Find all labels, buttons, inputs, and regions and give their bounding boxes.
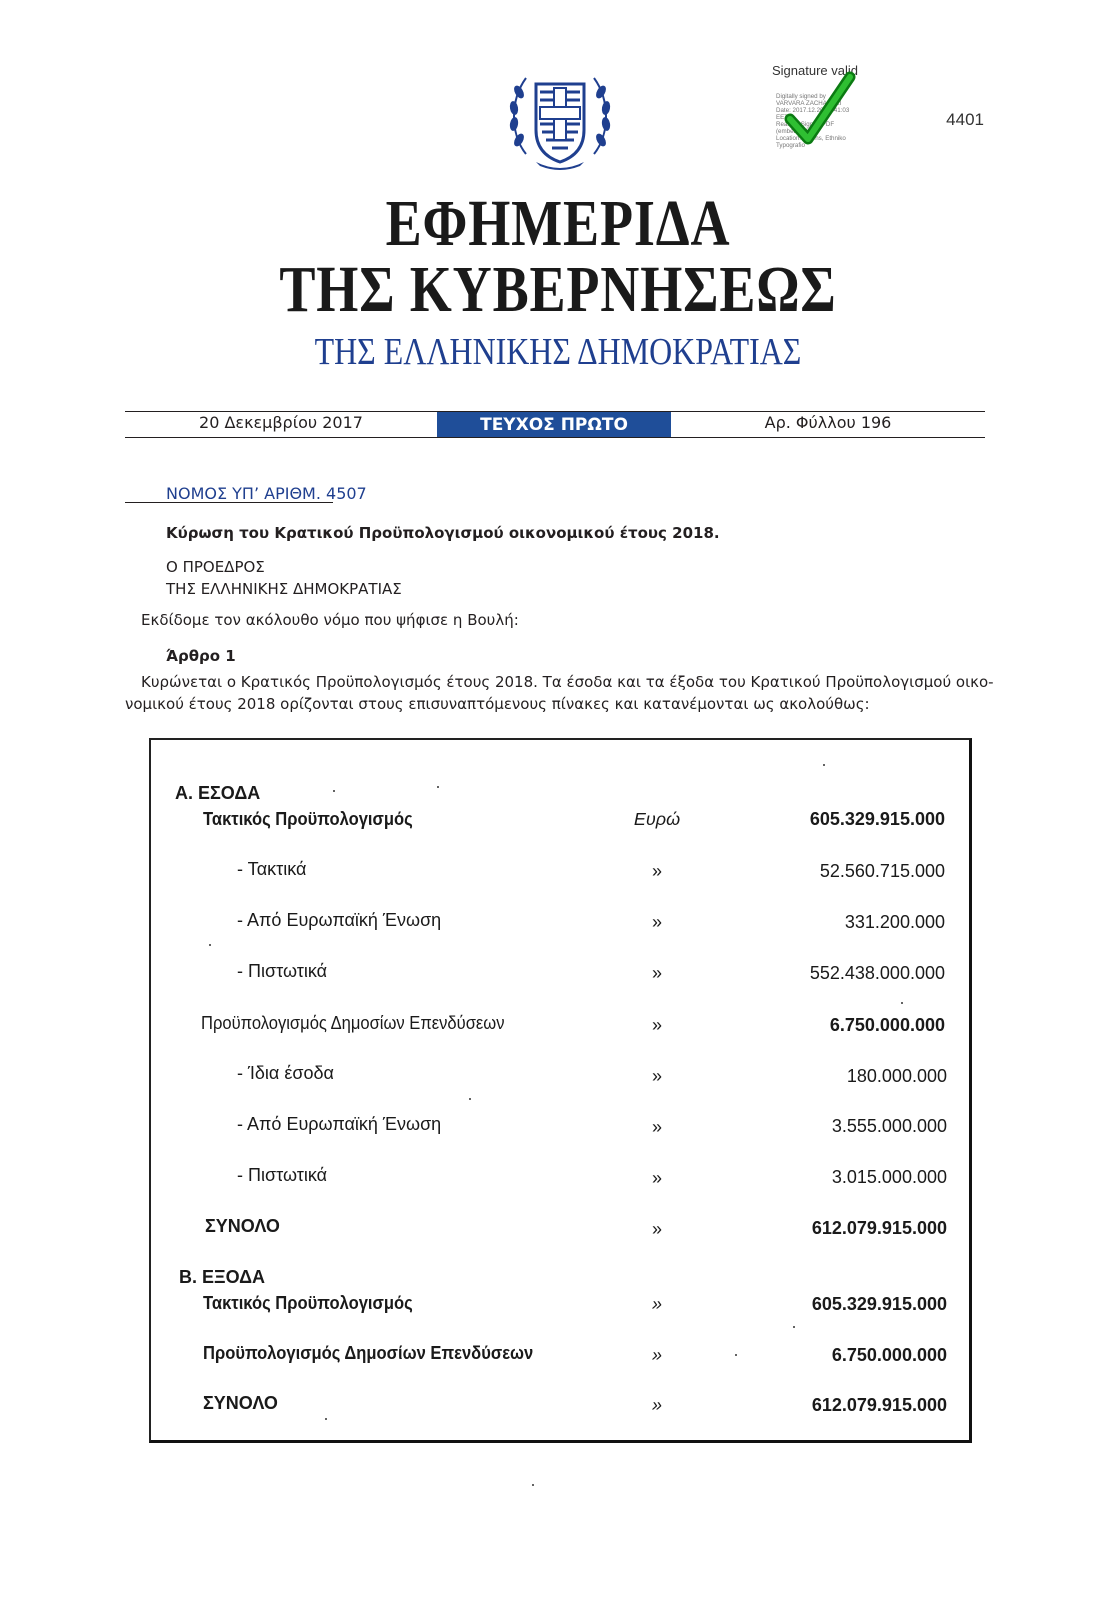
scan-speck [325, 1418, 327, 1420]
signature-status: Signature valid [772, 63, 858, 78]
signature-line: Location: Athens, Ethniko [776, 135, 846, 142]
table-total-value: 612.079.915.000 [811, 1395, 947, 1415]
law-title: ΝΟΜΟΣ ΥΠ’ ΑΡΙΘΜ. 4507 [166, 484, 367, 503]
signature-line: Typografio [776, 142, 805, 149]
president-line-1: Ο ΠΡΟΕΔΡΟΣ [166, 558, 265, 576]
table-row-unit: » [651, 1395, 662, 1415]
signature-line: Reason: Signed PDF [776, 121, 835, 128]
scan-speck [333, 790, 335, 792]
masthead-line-2: ΤΗΣ ΚΥΒΕΡΝΗΣΕΩΣ [279, 253, 837, 326]
table-row-label: Τακτικός Προϋπολογισμός [203, 809, 413, 829]
article-paragraph-line-1: Κυρώνεται ο Κρατικός Προϋπολογισμός έτους 2018. Τα έσοδα και τα έξοδα του Κρατικού Προϋπολογισμού οικο- [141, 673, 994, 691]
table-row-label: Προϋπολογισμός Δημοσίων Επενδύσεων [201, 1013, 505, 1033]
law-title-rule [125, 502, 333, 503]
table-row-value: 180.000.000 [846, 1066, 947, 1086]
signature-line: Digitally signed by [776, 93, 826, 100]
table-row-label: - Από Ευρωπαϊκή Ένωση [237, 910, 442, 930]
signature-line: Date: 2017.12.20 14:41:03 [776, 107, 850, 114]
scan-speck [901, 1002, 903, 1004]
table-row-value: 6.750.000.000 [829, 1015, 945, 1035]
scan-speck [437, 786, 439, 788]
issuance-statement: Εκδίδομε τον ακόλουθο νόμο που ψήφισε η Βουλή: [141, 611, 519, 629]
table-row-value: 605.329.915.000 [811, 1294, 947, 1314]
table-total-label: ΣΥΝΟΛΟ [203, 1393, 278, 1413]
masthead-line-3: ΤΗΣ ΕΛΛΗΝΙΚΗΣ ΔΗΜΟΚΡΑΤΙΑΣ [314, 331, 802, 373]
scan-speck [793, 1326, 795, 1328]
scan-speck [735, 1354, 737, 1356]
table-row-value: 552.438.000.000 [809, 963, 945, 983]
table-section-label: Α. ΕΣΟΔΑ [175, 783, 261, 803]
issue-bar-bottom-rule [125, 437, 985, 438]
table-row-label: - Ίδια έσοδα [237, 1063, 334, 1083]
table-row-label: - Πιστωτικά [237, 961, 328, 981]
table-row-value: 6.750.000.000 [831, 1345, 947, 1365]
table-row-value: 605.329.915.000 [809, 809, 945, 829]
table-row-unit: » [651, 1015, 662, 1035]
law-subject: Κύρωση του Κρατικού Προϋπολογισμού οικονομικού έτους 2018. [166, 524, 720, 542]
table-row-label: - Πιστωτικά [237, 1165, 328, 1185]
table-row-unit: » [651, 1345, 662, 1365]
table-row-unit: » [651, 861, 662, 881]
table-section-label: Β. ΕΞΟΔΑ [179, 1267, 266, 1287]
issue-series: ΤΕΥΧΟΣ ΠΡΩΤΟ [437, 412, 671, 437]
table-row-value: 52.560.715.000 [819, 861, 945, 881]
table-row-value: 331.200.000 [844, 912, 945, 932]
scan-speck [209, 944, 211, 946]
table-row-label: Προϋπολογισμός Δημοσίων Επενδύσεων [203, 1343, 534, 1363]
issue-date: 20 Δεκεμβρίου 2017 [199, 413, 363, 432]
table-row-unit: » [651, 1168, 662, 1188]
checkmark-icon [784, 69, 856, 155]
table-row-label: - Από Ευρωπαϊκή Ένωση [237, 1114, 442, 1134]
page-number: 4401 [946, 110, 984, 129]
table-row-unit: » [651, 963, 662, 983]
greek-coat-of-arms-emblem [506, 62, 614, 174]
signature-line: VARVARA ZACHARAKI [776, 100, 842, 107]
table-row-unit: Ευρώ [633, 809, 681, 829]
table-row-unit: » [651, 1219, 662, 1239]
table-row-value: 3.555.000.000 [831, 1116, 947, 1136]
table-row-label: Τακτικός Προϋπολογισμός [203, 1293, 413, 1313]
table-total-value: 612.079.915.000 [811, 1218, 947, 1238]
digital-signature-block[interactable] [772, 63, 882, 158]
table-row-unit: » [651, 1066, 662, 1086]
sheet-number: Αρ. Φύλλου 196 [764, 413, 892, 432]
table-row-unit: » [651, 912, 662, 932]
table-row-unit: » [651, 1294, 662, 1314]
budget-table [149, 738, 972, 1443]
article-paragraph-line-2: νομικού έτους 2018 ορίζονται στους επισυναπτόμενους πίνακες και κατανέμονται ως ακολούθως: [125, 695, 870, 713]
scan-speck [532, 1484, 534, 1486]
president-line-2: ΤΗΣ ΕΛΛΗΝΙΚΗΣ ΔΗΜΟΚΡΑΤΙΑΣ [166, 580, 402, 598]
signature-line: EET [776, 114, 789, 121]
signature-line: (embedded) [776, 128, 810, 135]
table-row-label: - Τακτικά [237, 859, 307, 879]
scan-speck [469, 1098, 471, 1100]
scan-speck [823, 764, 825, 766]
table-row-value: 3.015.000.000 [831, 1167, 947, 1187]
masthead-line-1: ΕΦΗΜΕΡΙΔΑ [385, 187, 731, 260]
table-total-label: ΣΥΝΟΛΟ [205, 1216, 280, 1236]
article-heading: Άρθρο 1 [166, 647, 236, 665]
table-row-unit: » [651, 1117, 662, 1137]
